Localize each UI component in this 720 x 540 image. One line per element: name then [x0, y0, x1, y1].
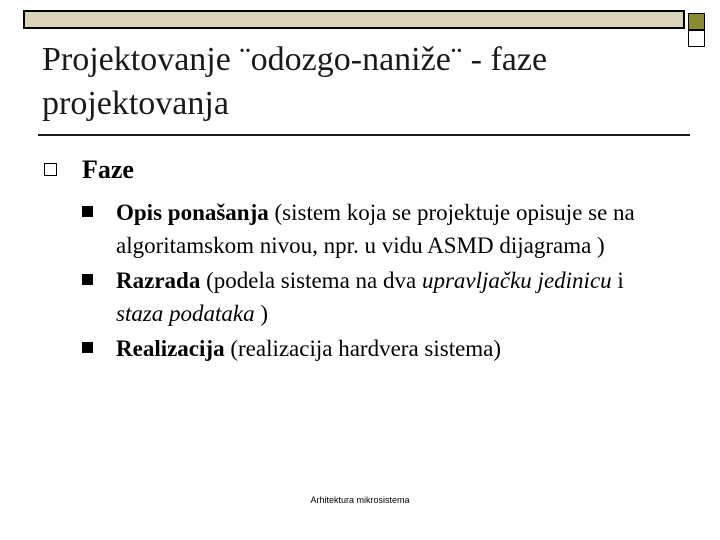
square-bullet-icon	[82, 274, 93, 285]
item-description: (realizacija hardvera sistema)	[224, 336, 502, 361]
list-item	[82, 196, 662, 262]
footer-text: Arhitektura mikrosistema	[310, 495, 410, 505]
list-item	[82, 264, 662, 330]
sub-bullet-list	[82, 196, 662, 367]
item-description: (sistem koja se projektuje opisuje se na algoritamskom nivou, npr. u vidu ASMD dijagrama )	[116, 200, 635, 258]
item-term: Opis ponašanja	[116, 200, 269, 225]
corner-square-filled	[688, 13, 705, 30]
item-description: )	[254, 301, 269, 326]
corner-square-outline	[688, 30, 705, 47]
title-underline	[38, 134, 690, 136]
item-description: i	[611, 268, 624, 293]
item-italic: staza podataka	[116, 301, 255, 326]
item-italic: upravljačku jedinicu	[421, 268, 612, 293]
item-term: Razrada	[116, 268, 201, 293]
bullet-label: Faze	[82, 155, 134, 184]
item-description: (podela sistema na dva	[200, 268, 422, 293]
hollow-square-bullet-icon	[44, 163, 57, 176]
square-bullet-icon	[82, 342, 93, 353]
top-decorative-bar	[23, 10, 685, 29]
slide-title: Projektovanje ¨odozgo-naniže¨ - faze projektovanja	[42, 41, 548, 122]
item-term: Realizacija	[116, 336, 225, 361]
list-item	[82, 332, 662, 365]
square-bullet-icon	[82, 206, 93, 217]
